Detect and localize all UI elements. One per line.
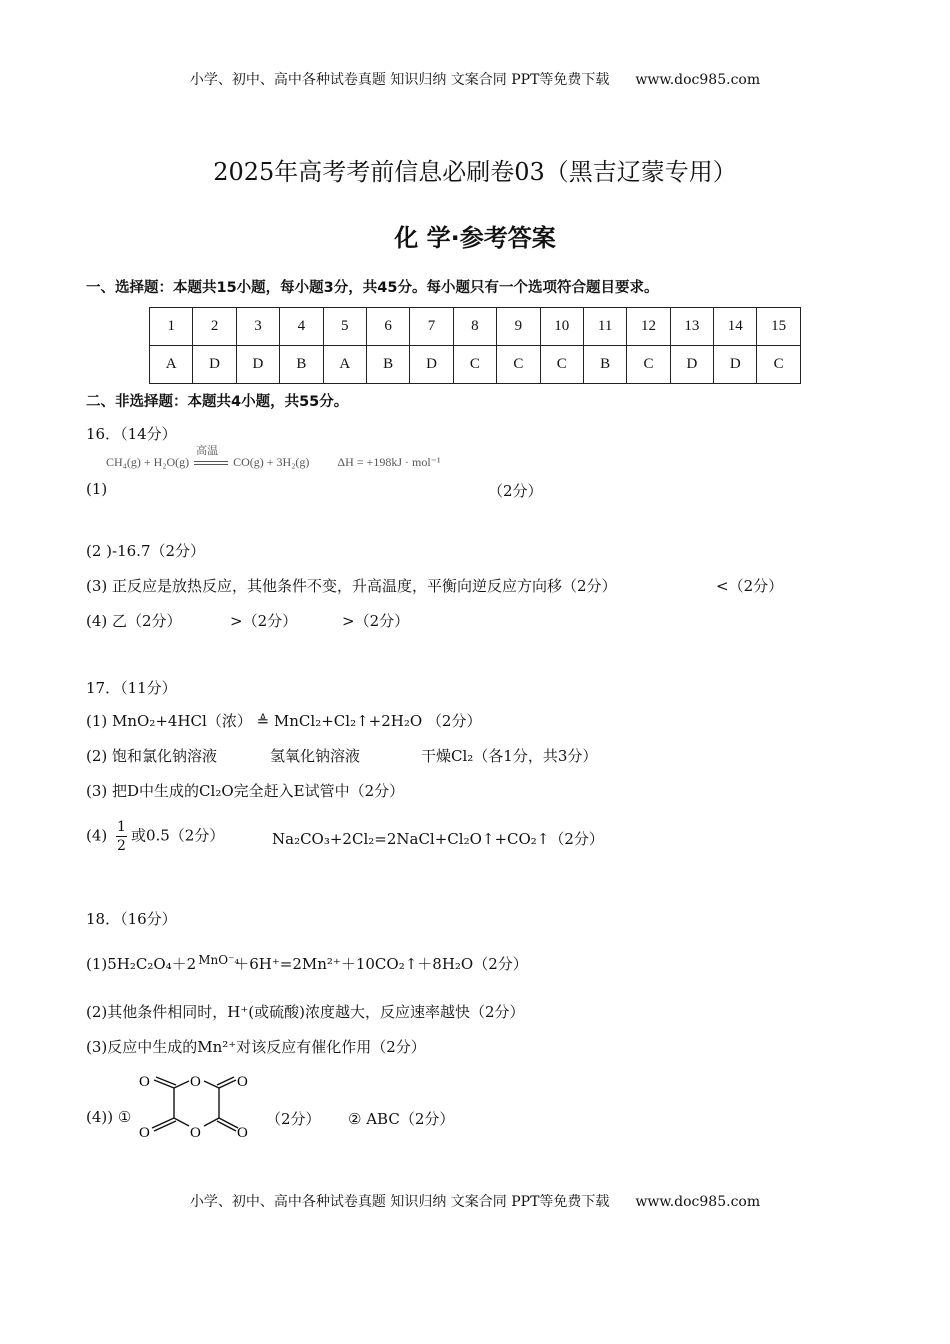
footer-site[interactable]: www.doc985.com — [635, 1194, 761, 1210]
answer-number-row — [150, 308, 801, 346]
answer-number-cell: 13 — [670, 308, 713, 346]
oxalic-anhydride-structure — [130, 1066, 260, 1146]
atom-o-4: O — [139, 1125, 150, 1141]
q16-equation — [106, 445, 441, 470]
q17-part4-label: (4) — [86, 826, 108, 845]
answer-letter-cell: A — [150, 346, 193, 384]
q16-heading: 16．（14分） — [86, 425, 177, 443]
page-subtitle: 化 学·参考答案 — [394, 224, 556, 252]
answer-letter-cell: C — [540, 346, 583, 384]
q16-eq-arrow — [192, 445, 230, 470]
page-title: 2025年高考考前信息必刷卷03（黑吉辽蒙专用） — [213, 158, 737, 186]
answer-letter-cell: B — [583, 346, 626, 384]
q17-part2-c: 干燥Cl₂（各1分，共3分） — [421, 747, 598, 765]
q16-part3-text: (3) 正反应是放热反应，其他条件不变，升高温度，平衡向逆反应方向移（2分） — [86, 577, 617, 595]
atom-o-1: O — [139, 1074, 150, 1090]
q16-eq-condition: 高温 — [196, 445, 219, 457]
q16-part3-answer: <（2分） — [716, 577, 784, 595]
answer-number-cell: 3 — [236, 308, 279, 346]
q17-fraction-num: 1 — [117, 819, 126, 835]
atom-o-6: O — [237, 1125, 248, 1141]
q18-heading: 18．（16分） — [86, 910, 177, 928]
q18-ion: MnO⁻₄ — [198, 953, 240, 967]
page-header — [0, 69, 950, 89]
answer-letter-row — [150, 346, 801, 384]
q17-part4 — [86, 818, 224, 855]
answer-number-cell: 10 — [540, 308, 583, 346]
footer-text: 小学、初中、高中各种试卷真题 知识归纳 文案合同 PPT等免费下载 — [189, 1194, 610, 1210]
answer-number-cell: 11 — [583, 308, 626, 346]
answer-letter-cell: B — [366, 346, 409, 384]
answer-number-cell: 5 — [323, 308, 366, 346]
q16-part4-c: >（2分） — [342, 612, 410, 630]
q18-part1-post: ＋6H⁺=2Mn²⁺＋10CO₂↑＋8H₂O（2分） — [234, 955, 528, 973]
q16-eq-enthalpy: ΔH = +198kJ · mol⁻¹ — [337, 455, 441, 469]
answer-letter-cell: C — [453, 346, 496, 384]
q17-part2-a: (2) 饱和氯化钠溶液 — [86, 747, 218, 765]
q18-part2: (2)其他条件相同时，H⁺(或硫酸)浓度越大，反应速率越快（2分） — [86, 1003, 525, 1021]
answer-letter-cell: D — [714, 346, 757, 384]
answer-number-cell: 14 — [714, 308, 757, 346]
answer-letter-cell: A — [323, 346, 366, 384]
q16-part1-label: (1) — [86, 480, 108, 498]
header-site[interactable]: www.doc985.com — [635, 72, 761, 88]
answer-number-cell: 9 — [497, 308, 540, 346]
q16-eq-left: CH₄(g) + H₂O(g) — [106, 455, 190, 469]
q16-eq-right: CO(g) + 3H₂(g) — [233, 455, 310, 469]
q17-part3: (3) 把D中生成的Cl₂O完全赶入E试管中（2分） — [86, 782, 405, 800]
answer-number-cell: 8 — [453, 308, 496, 346]
page-footer — [0, 1191, 950, 1211]
q17-heading: 17．（11分） — [86, 679, 177, 697]
header-text: 小学、初中、高中各种试卷真题 知识归纳 文案合同 PPT等免费下载 — [189, 72, 610, 88]
answer-letter-cell: D — [410, 346, 453, 384]
q17-fraction — [116, 818, 127, 855]
answer-letter-cell: D — [193, 346, 236, 384]
q18-part4-score: （2分） — [266, 1110, 321, 1128]
atom-o-2: O — [190, 1074, 201, 1090]
q18-part1-pre: (1)5H₂C₂O₄＋2 — [86, 955, 197, 973]
section-choice-heading: 一、选择题：本题共15小题，每小题3分，共45分。每小题只有一个选项符合题目要求。 — [86, 280, 659, 296]
answer-number-cell: 4 — [280, 308, 323, 346]
atom-o-3: O — [237, 1074, 248, 1090]
answer-letter-cell: C — [497, 346, 540, 384]
answer-number-cell: 2 — [193, 308, 236, 346]
q17-part1: (1) MnO₂+4HCl（浓） ≜ MnCl₂+Cl₂↑+2H₂O （2分） — [86, 712, 482, 730]
answer-number-cell: 12 — [627, 308, 670, 346]
answer-letter-cell: B — [280, 346, 323, 384]
q16-part2: (2 )-16.7（2分） — [86, 542, 206, 560]
q17-fraction-den: 2 — [117, 838, 126, 854]
answer-number-cell: 6 — [366, 308, 409, 346]
q18-part3: (3)反应中生成的Mn²⁺对该反应有催化作用（2分） — [86, 1038, 426, 1056]
q18-part1 — [86, 953, 528, 974]
q17-part4-b: Na₂CO₃+2Cl₂=2NaCl+Cl₂O↑+CO₂↑（2分） — [272, 830, 604, 848]
answer-letter-cell: C — [627, 346, 670, 384]
answer-number-cell: 1 — [150, 308, 193, 346]
answer-number-cell: 15 — [757, 308, 800, 346]
answer-letter-cell: D — [236, 346, 279, 384]
atom-o-5: O — [190, 1125, 201, 1141]
q18-part4-b: ② ABC（2分） — [348, 1110, 455, 1128]
q18-part4-label: (4)) ① — [86, 1108, 132, 1126]
q16-part4-b: >（2分） — [230, 612, 298, 630]
q16-part1-score: （2分） — [488, 482, 543, 500]
answer-number-cell: 7 — [410, 308, 453, 346]
answer-letter-cell: D — [670, 346, 713, 384]
section-nonchoice-heading: 二、非选择题：本题共4小题，共55分。 — [86, 394, 349, 410]
answer-table — [149, 307, 801, 384]
q17-part2-b: 氢氧化钠溶液 — [270, 747, 361, 765]
q17-part4-a: 或0.5（2分） — [130, 826, 225, 845]
q16-part4-a: (4) 乙（2分） — [86, 612, 182, 630]
answer-letter-cell: C — [757, 346, 800, 384]
